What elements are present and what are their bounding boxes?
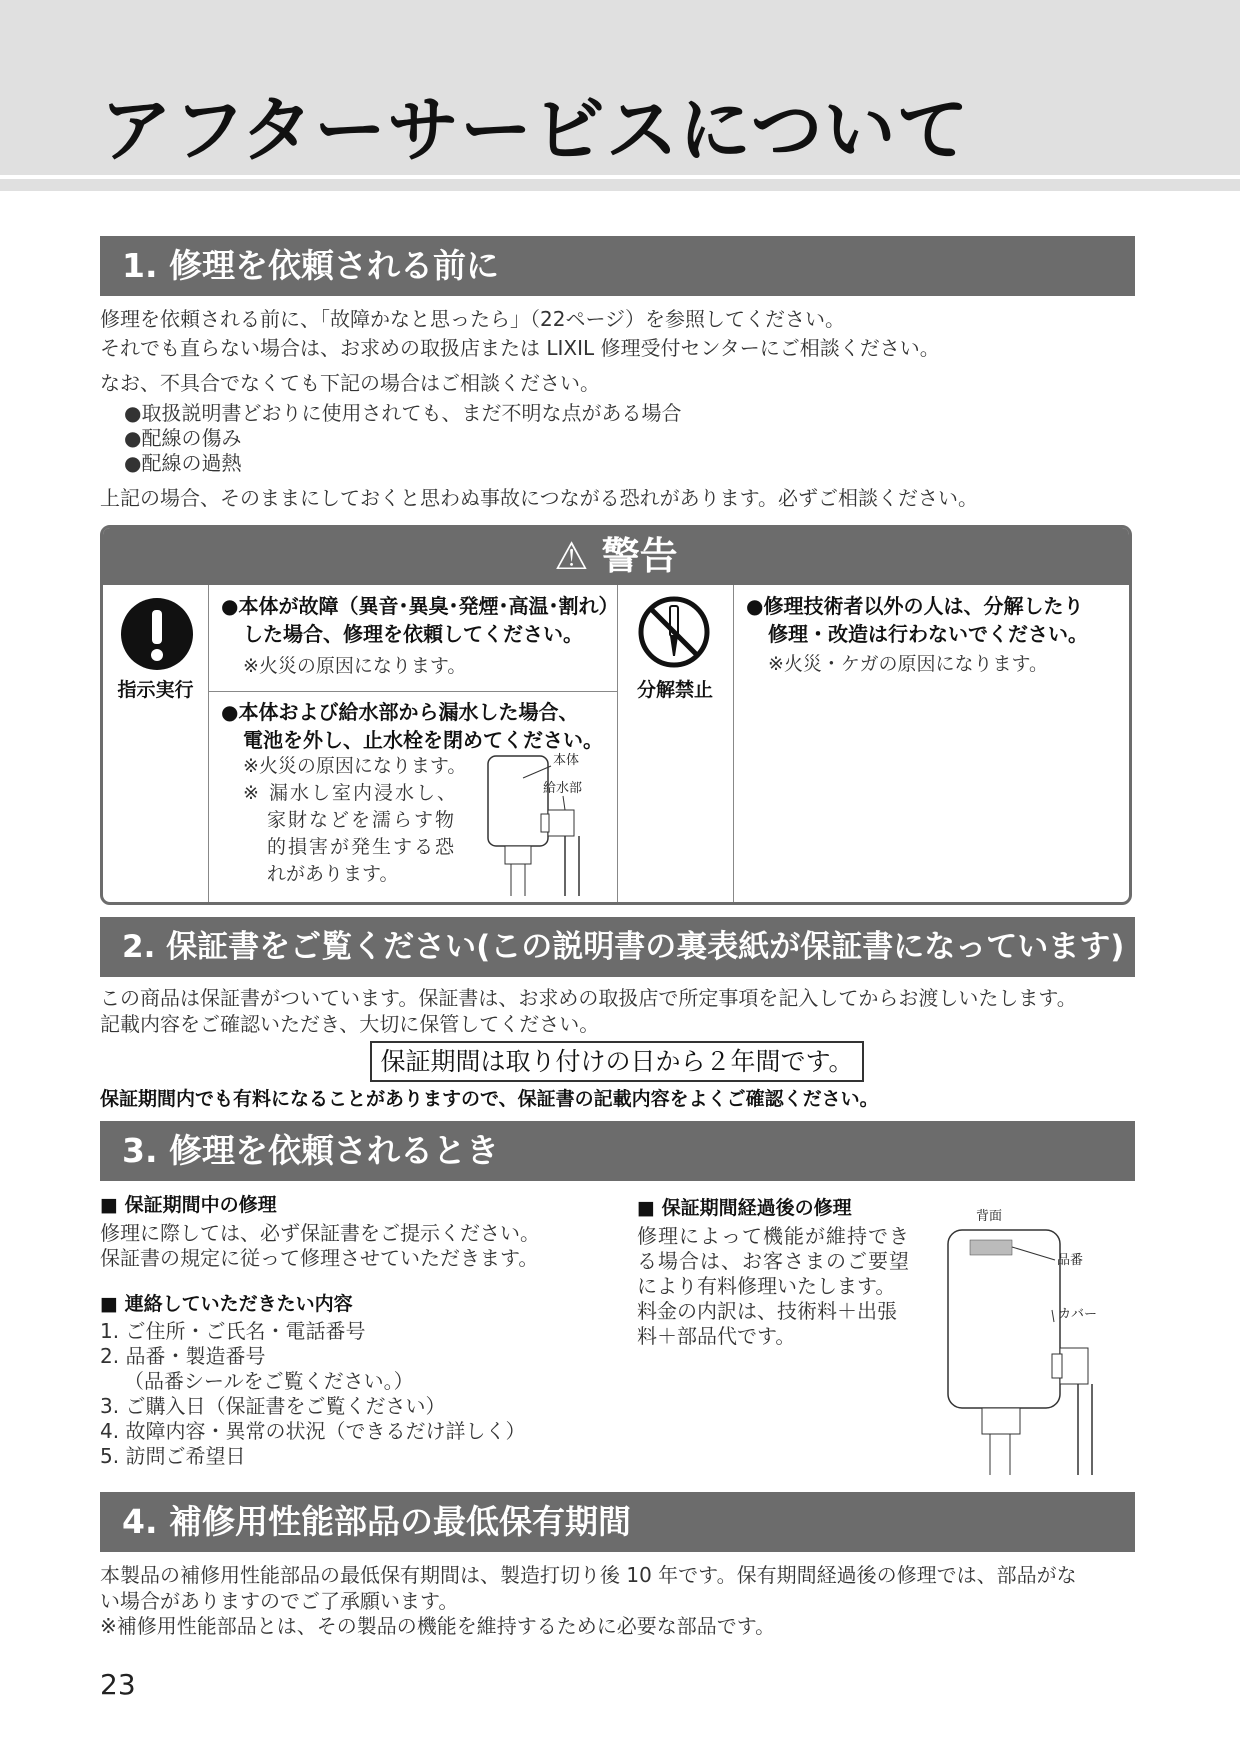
- item2-note1: ※火災の原因になります。: [243, 755, 467, 777]
- page-title: アフターサービスについて: [100, 88, 970, 172]
- contact-list-item: 5. 訪問ご希望日: [100, 1444, 246, 1468]
- section3-h1-text: 保証書の規定に従って修理させていただきます。: [100, 1246, 539, 1270]
- section3-h1: ■ 保証期間中の修理: [100, 1194, 277, 1216]
- faucet-diagram: [483, 748, 608, 898]
- warning-box: [100, 525, 1132, 905]
- section3-h3: ■ 保証期間経過後の修理: [637, 1197, 852, 1219]
- item3-note: ※火災・ケガの原因になります。: [768, 653, 1049, 675]
- page-number: 23: [100, 1668, 136, 1701]
- section3-h1-text: 修理に際しては、必ず保証書をご提示ください。: [100, 1221, 540, 1245]
- section3-h3-text: 料金の内訳は、技術料＋出張: [637, 1299, 897, 1323]
- icon1-label: 指示実行: [117, 679, 194, 701]
- contact-list-item: （品番シールをご覧ください。）: [124, 1369, 414, 1393]
- warning-title: ⚠ 警告: [103, 528, 1129, 585]
- item1-note: ※火災の原因になります。: [243, 655, 467, 677]
- item1-line2: した場合、修理を依頼してください。: [243, 622, 583, 646]
- section2-p2: 記載内容をご確認いただき、大切に保管してください。: [100, 1012, 600, 1036]
- section4-p3: ※補修用性能部品とは、その製品の機能を維持するために必要な部品です。: [100, 1614, 776, 1638]
- item2-line1: ●本体および給水部から漏水した場合、: [221, 700, 579, 724]
- section3-h2: ■ 連絡していただきたい内容: [100, 1293, 353, 1315]
- section3-h3-text: 修理によって機能が維持でき: [637, 1224, 910, 1248]
- section1-bullet: ●取扱説明書どおりに使用されても、まだ不明な点がある場合: [124, 401, 682, 425]
- section4-title: 4. 補修用性能部品の最低保有期間: [100, 1492, 1135, 1552]
- section2-title: 2. 保証書をご覧ください(この説明書の裏表紙が保証書になっています): [100, 917, 1135, 977]
- divider: [617, 585, 618, 902]
- section3-h3-text: る場合は、お客さまのご要望: [637, 1249, 910, 1273]
- icon2-label: 分解禁止: [636, 679, 713, 701]
- item2-note2: 的損害が発生する恐: [267, 836, 457, 858]
- item3-line1: ●修理技術者以外の人は、分解したり: [746, 594, 1084, 618]
- section4-p1: 本製品の補修用性能部品の最低保有期間は、製造打切り後 10 年です。保有期間経過後の修理では、部品がな: [100, 1563, 1077, 1587]
- item2-line2: 電池を外し、止水栓を閉めてください。: [243, 728, 603, 752]
- warranty-period-box: 保証期間は取り付けの日から２年間です。: [370, 1041, 864, 1082]
- section4-p2: い場合がありますのでご了承願います。: [100, 1589, 459, 1613]
- section3-h3-text: により有料修理いたします。: [637, 1274, 896, 1298]
- section2-note: 保証期間内でも有料になることがありますので、保証書の記載内容をよくご確認ください。: [100, 1088, 879, 1110]
- item3-line2: 修理・改造は行わないでください。: [768, 622, 1088, 646]
- product-back-diagram: [930, 1200, 1110, 1480]
- diagram-back-label: 背面: [976, 1209, 1003, 1224]
- exclamation-icon: [119, 596, 195, 672]
- section1-p4: 上記の場合、そのままにしておくと思わぬ事故につながる恐れがあります。必ずご相談ください。: [100, 486, 978, 510]
- item2-note2: ※ 漏水し室内浸水し、: [243, 782, 458, 804]
- item2-note2: 家財などを濡らす物: [267, 809, 457, 831]
- header-divider: [0, 179, 1240, 191]
- section1-p2: それでも直らない場合は、お求めの取扱店または LIXIL 修理受付センターにご相談ください。: [100, 336, 940, 360]
- item2-note2: れがあります。: [267, 863, 399, 885]
- divider: [208, 691, 617, 692]
- contact-list-item: 2. 品番・製造番号: [100, 1344, 266, 1368]
- diagram-label-supply: 給水部: [543, 781, 583, 796]
- section1-bullet: ●配線の過熱: [124, 451, 242, 475]
- section2-p1: この商品は保証書がついています。保証書は、お求めの取扱店で所定事項を記入してからお渡しいたします。: [100, 986, 1077, 1010]
- section1-title: 1. 修理を依頼される前に: [100, 236, 1135, 296]
- divider: [733, 585, 734, 902]
- section1-bullet: ●配線の傷み: [124, 426, 242, 450]
- contact-list-item: 1. ご住所・ご氏名・電話番号: [100, 1319, 366, 1343]
- diagram-label-body: 本体: [553, 753, 580, 768]
- item1-line1: ●本体が故障（異音･異臭･発煙･高温･割れ）: [221, 594, 619, 618]
- contact-list-item: 3. ご購入日（保証書をご覧ください）: [100, 1394, 446, 1418]
- section1-p1: 修理を依頼される前に、「故障かなと思ったら」（22ページ）を参照してください。: [100, 307, 846, 331]
- divider: [208, 585, 209, 902]
- diagram-partno-label: 品番: [1057, 1253, 1084, 1268]
- no-disassembly-icon: [636, 594, 712, 670]
- contact-list-item: 4. 故障内容・異常の状況（できるだけ詳しく）: [100, 1419, 526, 1443]
- section1-p3: なお、不具合でなくても下記の場合はご相談ください。: [100, 371, 600, 395]
- section3-title: 3. 修理を依頼されるとき: [100, 1121, 1135, 1181]
- section3-h3-text: 料＋部品代です。: [637, 1324, 796, 1348]
- diagram-cover-label: カバー: [1058, 1307, 1098, 1322]
